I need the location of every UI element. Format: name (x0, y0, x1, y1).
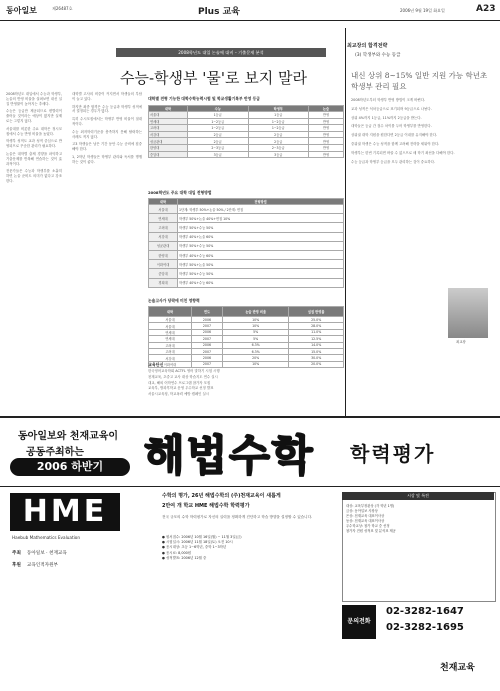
brief-item: 서울시교육청, 학교폭력 예방 캠페인 실시 (148, 392, 210, 397)
cell: 반영 (309, 144, 344, 151)
cell: 학생부 50%+수능 50% (178, 269, 344, 278)
ad-line-1: 동아일보와 천재교육이 (18, 431, 119, 442)
table-header: 대학 (149, 106, 188, 112)
cell: 반영 (309, 118, 344, 125)
cell: 5% (223, 329, 289, 335)
cell: 2006 (191, 342, 222, 348)
cell: 이화여대 (149, 260, 178, 269)
list-item: ● 성적발표: 2006년 12월 중 (162, 555, 207, 560)
cell: 서울대 (149, 323, 192, 329)
cell: 고려대 (149, 125, 188, 132)
table-row (149, 205, 344, 214)
ad-mid-heading: 수학의 명가, 26년 해법수학의 (주)천재교육이 새롭게 (162, 493, 281, 499)
cell: 반영 (309, 112, 344, 119)
brief-item: 천재교육, 초중고 교사 대상 학습지도 연수 실시 (148, 374, 218, 379)
cell: 한양대 (149, 144, 188, 151)
cell: 2~3등급 (248, 144, 309, 151)
list-item: 우수학교상: 참가 학교 중 선정 (346, 524, 390, 529)
cell: 경희대 (149, 278, 178, 287)
ad-separator (0, 416, 500, 418)
phone-number-2: 02-3282-1695 (386, 622, 464, 633)
cell: 11.0% (289, 329, 344, 335)
cell: 이화여대 (149, 361, 192, 367)
cell: 2등급 (188, 138, 249, 145)
list-item: ● 응시대상: 초등 1~6학년, 중학 1~3학년 (162, 545, 227, 550)
cell: 연세대 (149, 118, 188, 125)
cell: 반영 (309, 125, 344, 132)
paragraph: 학생부 성적도 교과 성적 중심으로 반영되므로 꾸준한 관리가 필요하다. (6, 139, 62, 149)
table2-caption: 2008학년도 주요 대학 대입 전형방법 (148, 190, 212, 195)
org-label: 주최 (12, 551, 21, 556)
column-body (351, 98, 495, 168)
list-item: ● 응시료: 8,000원 (162, 550, 192, 555)
article-headline: 수능-학생부 '물'로 보지 말라 (120, 69, 308, 87)
cell: 연세대 (149, 336, 192, 342)
table-row (149, 269, 344, 278)
cell: 2007 (191, 361, 222, 367)
cell: 성균관대 (149, 138, 188, 145)
cell: 중앙대 (149, 151, 188, 158)
cell: 3등급 (188, 151, 249, 158)
org-label: 후원 (12, 563, 21, 568)
paragraph: 1, 2학년 학생들은 학생부 관리와 독서를 병행하는 것이 좋다. (72, 154, 142, 164)
list-item: ● 원서접수: 2006년 10월 16일(월) ~ 11월 3일(금) (162, 535, 242, 539)
table-header: 연도 (191, 307, 222, 317)
column-subtitle: (3) 학생부와 수능 등급 (355, 53, 401, 58)
paragraph: 전문가들은 수능과 학생부를 소홀히 하면 논술 준비도 의미가 없다고 강조한다. (6, 169, 62, 183)
table-header: 실질 반영률 (289, 307, 344, 317)
table1-caption: 대학별 전형 기능한 대학수학능력시험 및 학교생활기록부 반영 등급 (148, 96, 260, 101)
author-photo (448, 288, 488, 338)
cell: 학생부 50%+수능 50% (178, 241, 344, 250)
cell: 2007 (191, 348, 222, 354)
cell: 고려대 (149, 348, 192, 354)
column-title: 최교장의 합격전략 (347, 43, 388, 49)
paragraph: 중위권 학생은 수능 성적을 함께 고려해 전략을 세워야 한다. (351, 141, 440, 146)
cell: 중앙대 (149, 269, 178, 278)
column-divider (345, 28, 346, 416)
cell: 연세대 (149, 329, 192, 335)
cell: 28.0% (289, 323, 344, 329)
paragraph: 학생부는 한번 기록되면 바꿀 수 없으므로 매 학기 최선을 다해야 한다. (351, 150, 455, 155)
cell: 학생부 40%+수능 60% (178, 278, 344, 287)
cell: 학생부 50%+논술 50% (178, 260, 344, 269)
table3 (148, 306, 344, 368)
list-item: 대상: 교육부장관상 (각 학년 1명) (346, 504, 395, 508)
cell: 3등급 (248, 151, 309, 158)
list-item: 금상: 동아일보 사장상 (346, 509, 378, 514)
paragraph: 2008학년도부터 학생부 반영 방법이 크게 바뀐다. (351, 98, 426, 102)
newspaper-logo: 동아일보 (6, 5, 37, 15)
ad-title: 해법수학 (144, 431, 315, 480)
awards-list (346, 504, 492, 535)
table-row (149, 138, 344, 145)
cell: 10% (223, 361, 289, 367)
cell: 1단계: 학생부 50%+논술 50% / 2단계: 면접 (178, 205, 344, 214)
issue-number: 제26487호 (52, 6, 73, 11)
cell: 1~2등급 (188, 125, 249, 132)
cell: 6.3% (223, 342, 289, 348)
cell: 반영 (309, 151, 344, 158)
table1 (148, 105, 344, 158)
ad-mid-body: 전국 규모의 수학 학력평가로 자신의 실력을 정확하게 진단하고 학습 방향을 설정할 수 있습니다. (162, 515, 313, 519)
ad-title-2: 학력평가 (350, 442, 436, 466)
cell: 1~2등급 (248, 118, 309, 125)
paragraph: 수능은 등급만 제공되므로 변별력이 줄어들 것이라는 예상이 많지만 실제로는 그렇지 않다. (6, 109, 62, 123)
paragraph: 수능 등급과 학생부 등급을 모두 관리하는 것이 중요하다. (351, 159, 435, 164)
cell: 서강대 (149, 355, 192, 361)
brand-logo: 천재교육 (440, 663, 475, 673)
cell: 2006 (191, 317, 222, 323)
table2 (148, 198, 344, 288)
ad-info-list (162, 535, 332, 561)
table-header: 대학 (149, 307, 192, 317)
cell: 학생부 40%+수능 60% (178, 250, 344, 259)
cell: 반영 (309, 131, 344, 138)
table-row (149, 151, 344, 158)
author-name: 최교장 (456, 340, 466, 344)
cell: 고려대 (149, 223, 178, 232)
cell: 2006 (191, 329, 222, 335)
table-row (149, 260, 344, 269)
table-row (149, 250, 344, 259)
org-value: 교육인적자원부 (26, 563, 58, 568)
paragraph: 대학들은 등급 간 점수 차이를 두어 학생부를 반영한다. (351, 124, 432, 129)
table-row (149, 232, 344, 241)
table-header: 전형방법 (178, 199, 344, 205)
awards-title: 시상 및 특전 (342, 492, 494, 500)
table-header: 수능 (188, 106, 249, 112)
cell: 한양대 (149, 250, 178, 259)
cell: 성균관대 (149, 241, 178, 250)
hme-subtitle: Haebub Mathematics Evaluation (12, 535, 81, 540)
brief-item: 교육부, 방과후학교 운영 우수학교 선정 발표 (148, 386, 214, 391)
article-column-2 (72, 92, 142, 168)
page-number: A23 (476, 4, 496, 14)
cell: 5% (223, 336, 289, 342)
cell: 학생부 40%+논술 60% (178, 232, 344, 241)
brief-item: 대교, 해외 어학연수 프로그램 참가자 모집 (148, 380, 211, 385)
paragraph: 2008학년도 대입에서 수능과 학생부, 논술의 반영 비율을 살펴보면 내신 실질 반영률이 높아지는 추세다. (6, 92, 62, 106)
cell: 2등급 (248, 131, 309, 138)
paragraph: 교과 성적은 석차등급으로 표기되며 9등급으로 나뉜다. (351, 106, 432, 111)
paragraph: 대학별 고사의 비중이 커지면서 학생들의 부담이 늘고 있다. (72, 92, 142, 101)
paragraph: 서울대를 비롯한 주요 대학은 정시모집에서 수능 반영 비율을 높였다. (6, 126, 62, 136)
table-row (149, 131, 344, 138)
article-banner: 2008학년도 대입 논술에 대비 – 기출문제 분석 (116, 48, 326, 57)
briefs-title: 교육단신 (148, 362, 164, 367)
ad-line-2: 공동주최하는 (26, 447, 84, 458)
list-item: 동상: 천재교육 대표이사상 (346, 519, 385, 524)
cell: 반영 (309, 138, 344, 145)
paragraph: 하지만 최종 합격은 수능 등급과 학생부 성적에서 결정되는 경우가 많다. (72, 104, 142, 114)
cell: 서강대 (149, 131, 188, 138)
table-row (149, 278, 344, 287)
cell: 20.0% (289, 361, 344, 367)
table-row (149, 144, 344, 151)
cell: 1등급 (188, 112, 249, 119)
table3-caption: 논술고사가 당락에 미친 영향력 (148, 298, 200, 303)
cell: 14.0% (289, 342, 344, 348)
list-item: 참가자 전원 성적표 및 분석표 제공 (346, 529, 396, 534)
ad-divider (0, 486, 500, 487)
list-item: ● 시험일시: 2006년 11월 18일(토) 오전 10시 (162, 540, 233, 545)
cell: 10% (223, 317, 289, 323)
cell: 15.0% (289, 348, 344, 354)
section-title: Plus 교육 (198, 7, 240, 17)
ad-mid-subheading: 2만여 개 학교 HME 해법수학 학력평가 (162, 503, 250, 509)
cell: 학생부 50%+수능 50% (178, 223, 344, 232)
cell: 서울대 (149, 317, 192, 323)
cell: 10% (223, 323, 289, 329)
brief-item: 한국영어교육학회 ACTFL 영어 말하기 시험 시행 (148, 369, 220, 373)
table-header: 논술 (309, 106, 344, 112)
table-row (149, 118, 344, 125)
cell: 6.3% (223, 348, 289, 354)
cell: 25.0% (289, 317, 344, 323)
cell: 1등급 (248, 112, 309, 119)
table-header: 논술 반영 비율 (223, 307, 289, 317)
hme-logo: HME (10, 493, 120, 531)
cell: 1~2등급 (248, 125, 309, 132)
table-row (149, 125, 344, 132)
table-header: 대학 (149, 199, 178, 205)
cell: 고려대 (149, 342, 192, 348)
cell: 2등급 (248, 138, 309, 145)
paragraph: 고3 학생들은 남은 기간 동안 수능 준비에 집중해야 한다. (72, 142, 142, 152)
cell: 서울대 (149, 112, 188, 119)
cell: 30.0% (289, 355, 344, 361)
ad-organizers (12, 550, 152, 568)
cell: 연세대 (149, 214, 178, 223)
paragraph: 수능 최저학력기준을 충족하지 못해 탈락하는 사례도 적지 않다. (72, 129, 142, 139)
publication-date: 2006년 9월 19일 화요일 (400, 8, 445, 13)
ad-pill: 2006 하반기 (10, 458, 130, 476)
paragraph: 특히 수시모집에서는 학생부 반영 비율이 절대적이다. (72, 117, 142, 126)
list-item: 은상: 천재교육 대표이사상 (346, 514, 385, 519)
cell: 1~2등급 (188, 118, 249, 125)
news-briefs (148, 362, 344, 398)
cell: 서울대 (149, 205, 178, 214)
phone-number-1: 02-3282-1647 (386, 606, 464, 617)
org-value: 동아일보 · 천재교육 (26, 551, 67, 556)
cell: 20% (223, 355, 289, 361)
table-row (149, 214, 344, 223)
paragraph: 논술은 대학별 출제 경향을 파악하고 기출문제를 반복해 연습하는 것이 효과적이다. (6, 151, 62, 166)
phone-label: 문의전화 (342, 605, 376, 639)
paragraph: 상위 4%까지 1등급, 11%까지 2등급을 받는다. (351, 115, 422, 120)
cell: 서강대 (149, 232, 178, 241)
table-row (149, 241, 344, 250)
cell: 2007 (191, 323, 222, 329)
cell: 2등급 (188, 131, 249, 138)
table-header: 학생부 (248, 106, 309, 112)
cell: 2007 (191, 336, 222, 342)
article-column-1 (6, 92, 62, 187)
column-headline: 내신 상위 8~15% 일반 지원 가능 학년초 학생부 관리 필요 (351, 71, 488, 91)
cell: 2~3등급 (188, 144, 249, 151)
cell: 학생부 50%+논술 40%+면접 10% (178, 214, 344, 223)
paragraph: 상위권 대학 지원을 원한다면 2등급 이내를 유지해야 한다. (351, 133, 438, 138)
cell: 2006 (191, 355, 222, 361)
cell: 12.5% (289, 336, 344, 342)
table-row (149, 112, 344, 119)
table-row (149, 223, 344, 232)
